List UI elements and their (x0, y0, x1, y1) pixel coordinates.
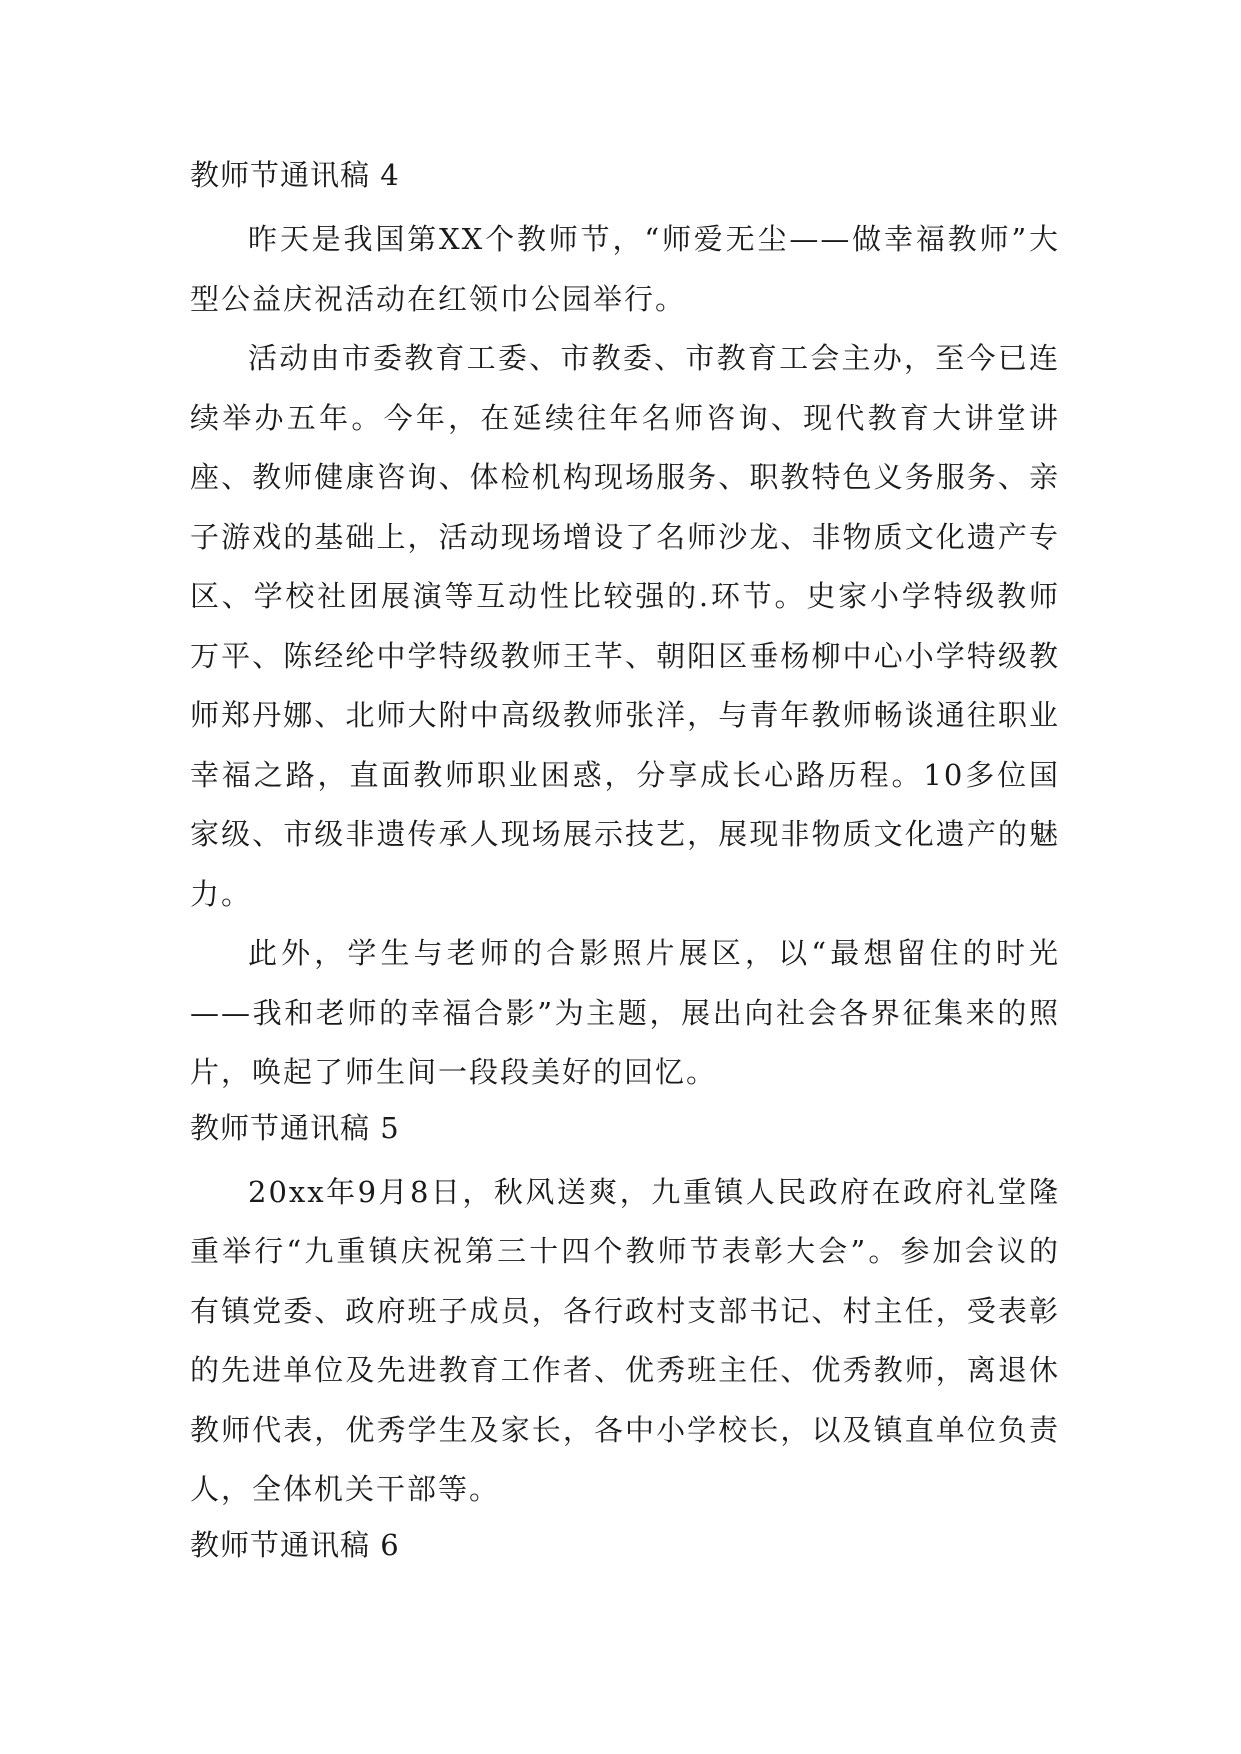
paragraph: 20xx年9月8日，秋风送爽，九重镇人民政府在政府礼堂隆重举行“九重镇庆祝第三十四个教师节表彰大会”。参加会议的有镇党委、政府班子成员，各行政村支部书记、村主任，受表彰的先进单位及先进教育工作者、优秀班主任、优秀教师，离退休教师代表，优秀学生及家长，各中小学校长，以及镇直单位负责人，全体机关干部等。 (190, 1174, 1060, 1506)
section-5 (190, 1103, 1060, 1520)
section-title: 教师节通讯稿 4 (190, 158, 400, 192)
section-4 (190, 150, 1060, 1103)
section-6 (190, 1520, 1060, 1570)
paragraph: 昨天是我国第XX个教师节，“师爱无尘——做幸福教师”大型公益庆祝活动在红领巾公园举行。 (190, 222, 1060, 316)
paragraph: 活动由市委教育工委、市教委、市教育工会主办，至今已连续举办五年。今年，在延续往年名师咨询、现代教育大讲堂讲座、教师健康咨询、体检机构现场服务、职教特色义务服务、亲子游戏的基础上，活动现场增设了名师沙龙、非物质文化遗产专区、学校社团展演等互动性比较强的.环节。史家小学特级教师万平、陈经纶中学特级教师王芊、朝阳区垂杨柳中心小学特级教师郑丹娜、北师大附中高级教师张洋，与青年教师畅谈通往职业幸福之路，直面教师职业困惑，分享成长心路历程。10多位国家级、市级非遗传承人现场展示技艺，展现非物质文化遗产的魅力。 (190, 341, 1060, 911)
section-title: 教师节通讯稿 5 (190, 1110, 400, 1145)
paragraph: 此外，学生与老师的合影照片展区，以“最想留住的时光——我和老师的幸福合影”为主题，展出向社会各界征集来的照片，唤起了师生间一段段美好的回忆。 (190, 936, 1060, 1089)
section-title: 教师节通讯稿 6 (190, 1527, 400, 1562)
document-page (190, 150, 1060, 1580)
